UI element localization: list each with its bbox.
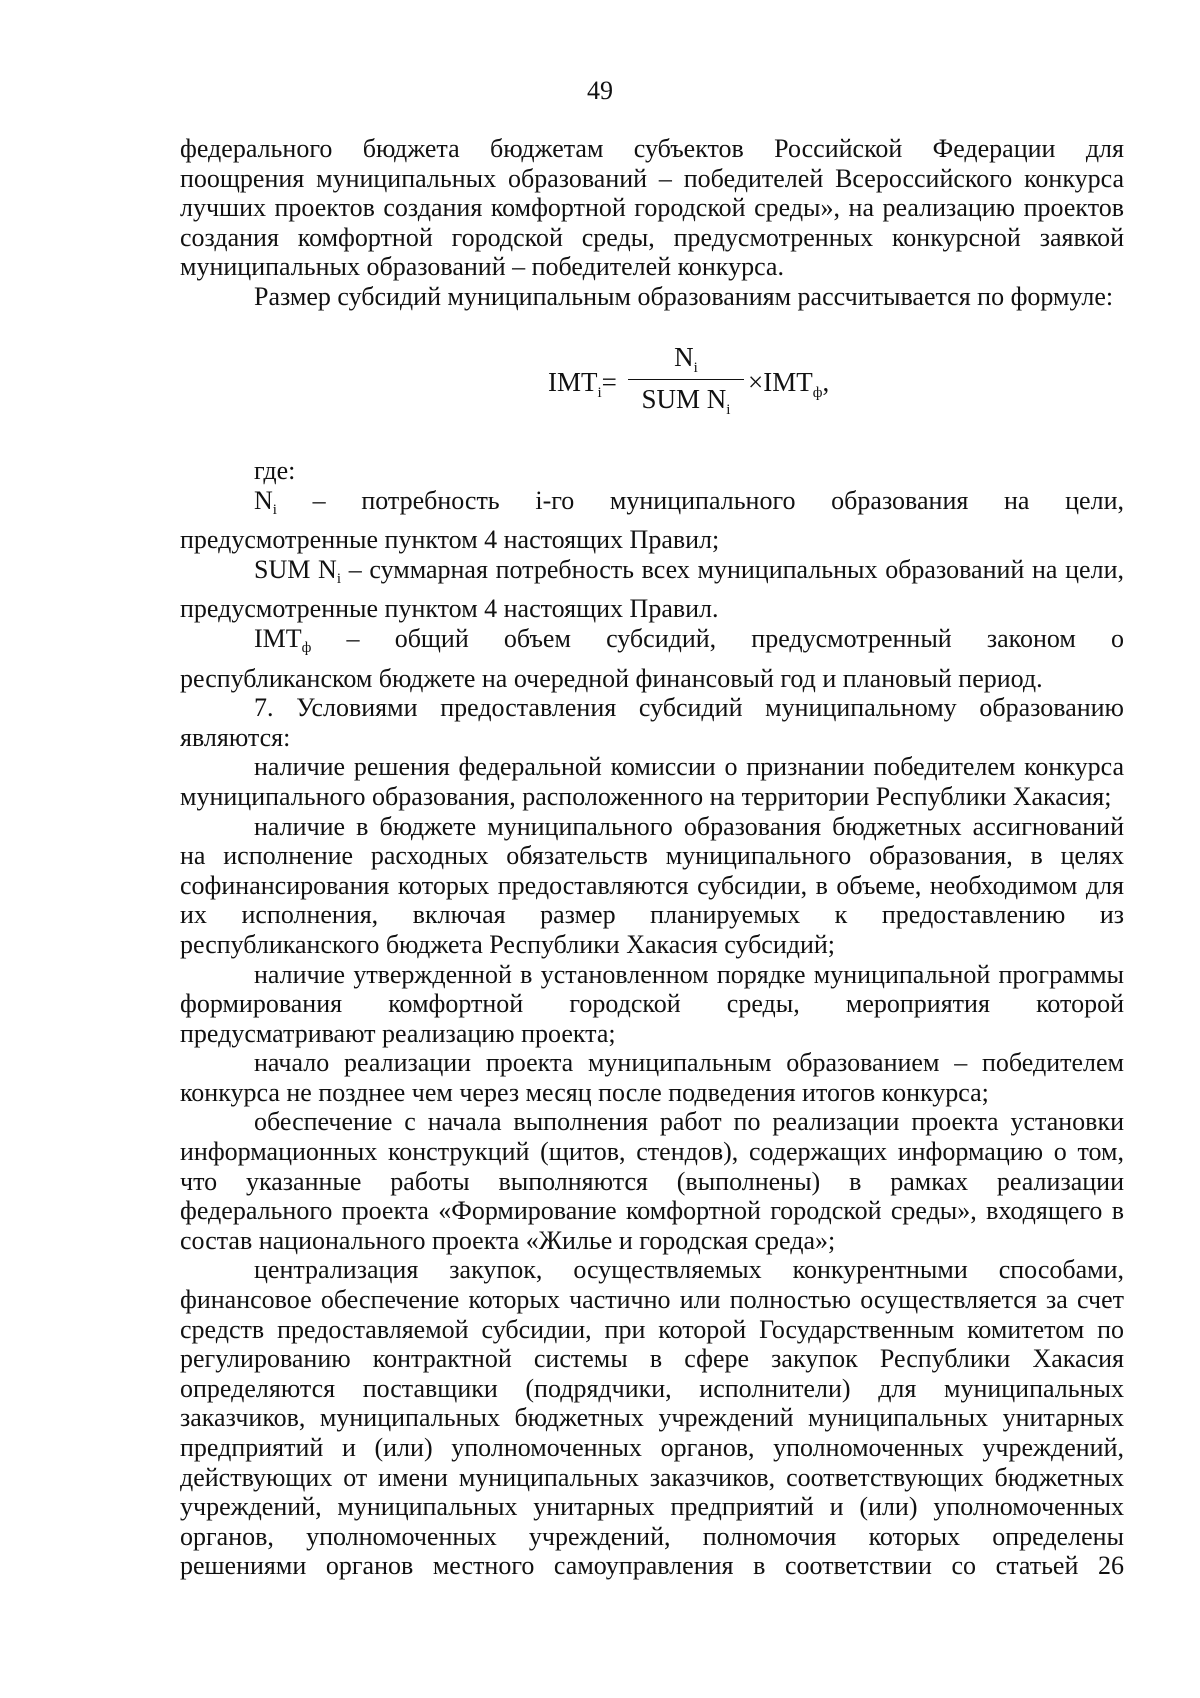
- formula-denominator-base: SUM N: [641, 384, 727, 414]
- formula-rhs: [748, 367, 829, 402]
- condition-item: начало реализации проекта муниципальным образованием – победителем конкурса не позднее чем через месяц после подведения итогов конкурса;: [180, 1048, 1124, 1107]
- intro-first-line: федерального бюджета бюджетам субъектов Российской Федерации для: [180, 134, 1124, 163]
- formula-rhs-base: IMT: [763, 367, 813, 397]
- formula-lhs: [548, 367, 617, 402]
- definition-imt-text: – общий объем субсидий, предусмотренный законом о: [311, 623, 1124, 653]
- intro-section: [180, 134, 1124, 312]
- formula-lhs-subscript: i: [597, 385, 602, 401]
- subsidy-formula: [548, 342, 868, 422]
- condition-item: централизация закупок, осуществляемых конкурентными способами, финансовое обеспечение которых частично или полностью осуществляется за счет средств предоставляемой субсидии, при которой Государственным комитетом по регулированию контрактной системы в сфере закупок Республики Хакасия определяются поставщики (подрядчики, исполнители) для муниципальных заказчиков, муниципальных бюджетных учреждений муниципальных унитарных предприятий и (или) уполномоченных органов, уполномоченных учреждений, действующих от имени муниципальных заказчиков, соответствующих бюджетных учреждений, муниципальных унитарных предприятий и (или) уполномоченных органов, уполномоченных учреждений, полномочия которых определены решениями органов местного самоуправления в соответствии со статьей 26: [180, 1255, 1124, 1581]
- condition-item: обеспечение с начала выполнения работ по реализации проекта установки информационных конструкций (щитов, стендов), содержащих информацию о том, что указанные работы выполняются (выполнены) в рамках реализации федерального проекта «Формирование комфортной городской среды», входящего в состав национального проекта «Жилье и городская среда»;: [180, 1107, 1124, 1255]
- intro-paragraph: поощрения муниципальных образований – победителей Всероссийского конкурса лучших проектов создания комфортной городской среды», на реализацию проектов создания комфортной городской среды, предусмотренных конкурсной заявкой муниципальных образований – победителей конкурса.: [180, 163, 1124, 282]
- formula-lhs-base: IMT: [548, 367, 598, 397]
- definition-imt-f: [180, 624, 1124, 664]
- definition-sum-text: – суммарная потребность всех муниципальных образований на цели,: [341, 554, 1124, 584]
- definition-n-i-symbol: N: [254, 485, 273, 515]
- definition-sum-symbol: SUM N: [254, 554, 337, 584]
- formula-denominator-subscript: i: [726, 402, 731, 418]
- definitions-and-conditions: [180, 456, 1124, 1581]
- formula-denominator: [628, 384, 744, 419]
- definition-n-i-continuation: предусмотренные пунктом 4 настоящих Правил;: [180, 525, 720, 555]
- definition-sum-n-i: [180, 555, 1124, 595]
- formula-times: ×: [748, 367, 764, 397]
- definition-imt-symbol: IMT: [254, 623, 302, 653]
- formula-numerator: [628, 342, 744, 377]
- page-number: 49: [587, 76, 613, 105]
- formula-numerator-subscript: i: [693, 360, 698, 376]
- formula-rhs-subscript: ф: [812, 385, 823, 401]
- conditions-heading: 7. Условиями предоставления субсидий муниципальному образованию являются:: [180, 693, 1124, 752]
- definition-n-i-text: – потребность i-го муниципального образования на цели,: [276, 485, 1124, 515]
- fraction-bar: [628, 379, 744, 380]
- formula-comma: ,: [822, 367, 830, 397]
- condition-item: наличие утвержденной в установленном порядке муниципальной программы формирования комфортной городской среды, мероприятия которой предусматривают реализацию проекта;: [180, 959, 1124, 1048]
- definition-imt-continuation: республиканском бюджете на очередной финансовый год и плановый период.: [180, 663, 1043, 693]
- formula-equals: =: [601, 367, 617, 397]
- formula-numerator-base: N: [674, 342, 694, 372]
- definition-sum-continuation: предусмотренные пунктом 4 настоящих Правил.: [180, 594, 719, 624]
- definition-n-i: [180, 486, 1124, 526]
- definition-sum-subscript: i: [336, 570, 341, 587]
- definition-n-i-subscript: i: [272, 501, 277, 518]
- condition-item: наличие в бюджете муниципального образования бюджетных ассигнований на исполнение расходных обязательств муниципального образования, в целях софинансирования которых предоставляются субсидии, в объеме, необходимом для их исполнения, включая размер планируемых к предоставлению из республиканского бюджета Республики Хакасия субсидий;: [180, 811, 1124, 959]
- where-label: где:: [254, 456, 296, 485]
- definition-imt-subscript: ф: [301, 639, 312, 656]
- condition-item: наличие решения федеральной комиссии о признании победителем конкурса муниципального образования, расположенного на территории Республики Хакасия;: [180, 752, 1124, 811]
- formula-intro-paragraph: Размер субсидий муниципальным образованиям рассчитывается по формуле:: [254, 281, 1114, 311]
